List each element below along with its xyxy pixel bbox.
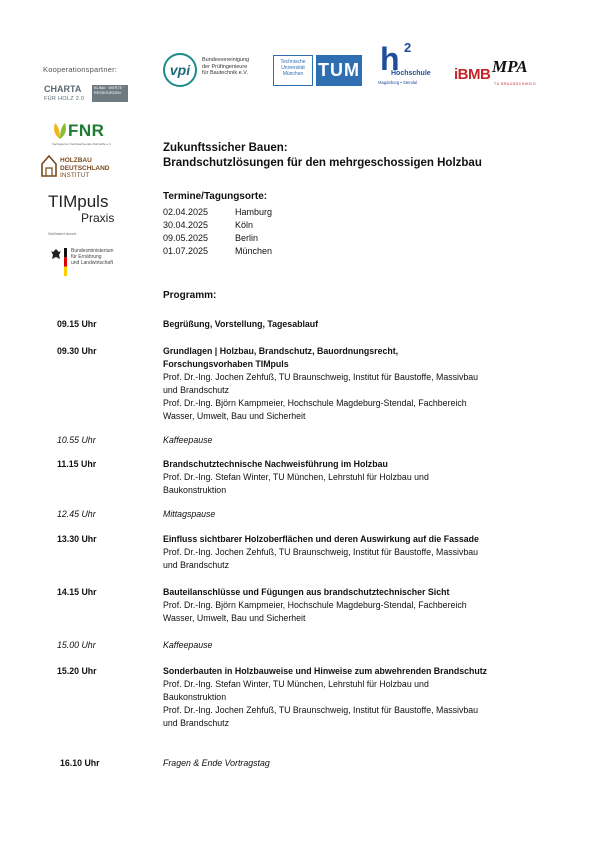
charta-box: KLIMA · WERTE · RESSOURCEN	[92, 85, 128, 102]
charta-name: CHARTA	[44, 84, 82, 94]
dates-heading: Termine/Tagungsorte:	[163, 191, 268, 202]
h2-mark: h	[380, 41, 400, 72]
h2-mark-icon	[378, 40, 420, 72]
city: Hamburg	[235, 207, 273, 217]
vpi-line3: für Bautechnik e.V.	[202, 70, 248, 76]
speaker-line: Prof. Dr.-Ing. Jochen Zehfuß, TU Braunschweig, Institut für Baustoffe, Massivbau	[163, 372, 479, 382]
fnr-logo	[52, 118, 122, 148]
timpuls-name: TIMpuls	[48, 192, 109, 211]
date: 02.04.2025	[163, 207, 209, 217]
h2-logo	[378, 40, 448, 90]
agenda-title: Kaffeepause	[163, 640, 213, 650]
tum-line3: München	[282, 71, 304, 77]
timpuls-logo	[48, 192, 128, 236]
city: München	[235, 246, 273, 256]
tum-line1: Technische	[280, 59, 306, 65]
fnr-name: FNR	[68, 121, 105, 140]
title-line2: Brandschutzlösungen für den mehrgeschossigen Holzbau	[163, 157, 482, 169]
speaker-line: Prof. Dr.-Ing. Stefan Winter, TU München, Lehrstuhl für Holzbau und	[163, 472, 429, 482]
agenda-time: 11.15 Uhr	[57, 459, 97, 469]
holzbau-line3: INSTITUT	[60, 172, 90, 179]
bmel-logo	[48, 244, 128, 276]
agenda-title: Kaffeepause	[163, 435, 213, 445]
h2-name: Hochschule	[391, 70, 431, 77]
fnr-leaf-icon	[52, 120, 68, 140]
date: 30.04.2025	[163, 220, 209, 230]
speaker-line: Prof. Dr.-Ing. Björn Kampmeier, Hochschule Magdeburg-Stendal, Fachbereich	[163, 600, 467, 610]
speaker-line: und Brandschutz	[163, 560, 230, 570]
date: 01.07.2025	[163, 246, 209, 256]
date-row	[163, 219, 272, 232]
holzbau-logo	[40, 154, 130, 184]
agenda-title: Fragen & Ende Vortragstag	[163, 758, 270, 768]
vpi-emblem-icon	[162, 52, 200, 88]
city: Köln	[235, 220, 254, 230]
agenda-time: 12.45 Uhr	[57, 509, 96, 519]
bmel-line3: und Landwirtschaft	[71, 260, 113, 266]
speaker-line: Wasser, Umwelt, Bau und Sicherheit	[163, 613, 306, 623]
dates-list	[163, 206, 272, 258]
agenda-title: Mittagspause	[163, 509, 216, 519]
speaker-line: Prof. Dr.-Ing. Stefan Winter, TU München, Lehrstuhl für Holzbau und	[163, 679, 429, 689]
tum-logo	[273, 55, 365, 87]
date-row	[163, 232, 272, 245]
fnr-sub: Fachagentur Nachwachsende Rohstoffe e.V.	[52, 142, 112, 146]
ibmb-mpa-logo	[454, 56, 544, 92]
bmel-line2: für Ernährung	[71, 254, 102, 260]
speaker-line: und Brandschutz	[163, 385, 230, 395]
eagle-icon	[50, 248, 62, 260]
agenda-title: Bauteilanschlüsse und Fügungen aus brandschutztechnischer Sicht	[163, 587, 450, 597]
h2-sub: Magdeburg • Stendal	[378, 80, 418, 85]
date-row	[163, 206, 272, 219]
agenda-title: Begrüßung, Vorstellung, Tagesablauf	[163, 319, 319, 329]
city: Berlin	[235, 233, 259, 243]
agenda-time: 10.55 Uhr	[57, 435, 96, 445]
holzbau-line1: HOLZBAU	[60, 157, 92, 164]
agenda-time: 09.30 Uhr	[57, 346, 97, 356]
agenda-time: 09.15 Uhr	[57, 319, 97, 329]
agenda-time: 16.10 Uhr	[60, 758, 100, 768]
agenda-time: 14.15 Uhr	[57, 587, 97, 597]
charta-sub: FÜR HOLZ 2.0	[44, 96, 85, 102]
title-line1: Zukunftssicher Bauen:	[163, 142, 288, 154]
date: 09.05.2025	[163, 233, 209, 243]
speaker-line: und Brandschutz	[163, 718, 230, 728]
agenda-title: Brandschutztechnische Nachweisführung im Holzbau	[163, 459, 388, 469]
speaker-line: Prof. Dr.-Ing. Jochen Zehfuß, TU Braunschweig, Institut für Baustoffe, Massivbau	[163, 705, 479, 715]
program-heading: Programm:	[163, 290, 217, 301]
funded-by-label: Gefördert durch:	[48, 231, 78, 236]
bmel-line1: Bundesministerium	[71, 248, 114, 254]
ibmb-sub: TU BRAUNSCHWEIG	[494, 82, 537, 86]
charta-logo	[44, 84, 126, 106]
vpi-line2: der Prüfingenieure	[202, 63, 248, 70]
timpuls-praxis: Praxis	[81, 211, 115, 225]
speaker-line: Baukonstruktion	[163, 485, 227, 495]
speaker-line: Prof. Dr.-Ing. Jochen Zehfuß, TU Braunschweig, Institut für Baustoffe, Massivbau	[163, 547, 479, 557]
partners-label: Kooperationspartner:	[43, 65, 118, 74]
agenda-title: Grundlagen | Holzbau, Brandschutz, Bauordnungsrecht,	[163, 346, 399, 356]
vpi-line1: Bundesvereinigung	[202, 57, 250, 63]
mpa-mark: MPA	[492, 57, 528, 76]
event-title	[163, 141, 482, 171]
agenda-time: 13.30 Uhr	[57, 534, 97, 544]
agenda-title: Forschungsvorhaben TIMpuls	[163, 359, 289, 369]
speaker-line: Prof. Dr.-Ing. Björn Kampmeier, Hochschule Magdeburg-Stendal, Fachbereich	[163, 398, 467, 408]
speaker-line: Baukonstruktion	[163, 692, 227, 702]
agenda-title: Sonderbauten in Holzbauweise und Hinweise zum abwehrenden Brandschutz	[163, 666, 488, 676]
german-flag-icon	[64, 248, 67, 276]
date-row	[163, 245, 272, 258]
agenda-time: 15.20 Uhr	[57, 666, 97, 676]
agenda-time: 15.00 Uhr	[57, 640, 96, 650]
ibmb-mark: iBMB	[454, 66, 491, 83]
house-icon	[40, 154, 58, 178]
h2-sup: 2	[404, 40, 412, 55]
agenda-title: Einfluss sichtbarer Holzoberflächen und deren Auswirkung auf die Fassade	[163, 534, 479, 544]
vpi-mark: vpi	[169, 62, 191, 78]
speaker-line: Wasser, Umwelt, Bau und Sicherheit	[163, 411, 306, 421]
tum-line2: Universität	[281, 65, 305, 71]
holzbau-line2: DEUTSCHLAND	[60, 164, 110, 172]
vpi-logo	[162, 52, 262, 88]
tum-mark: TUM	[316, 55, 362, 86]
